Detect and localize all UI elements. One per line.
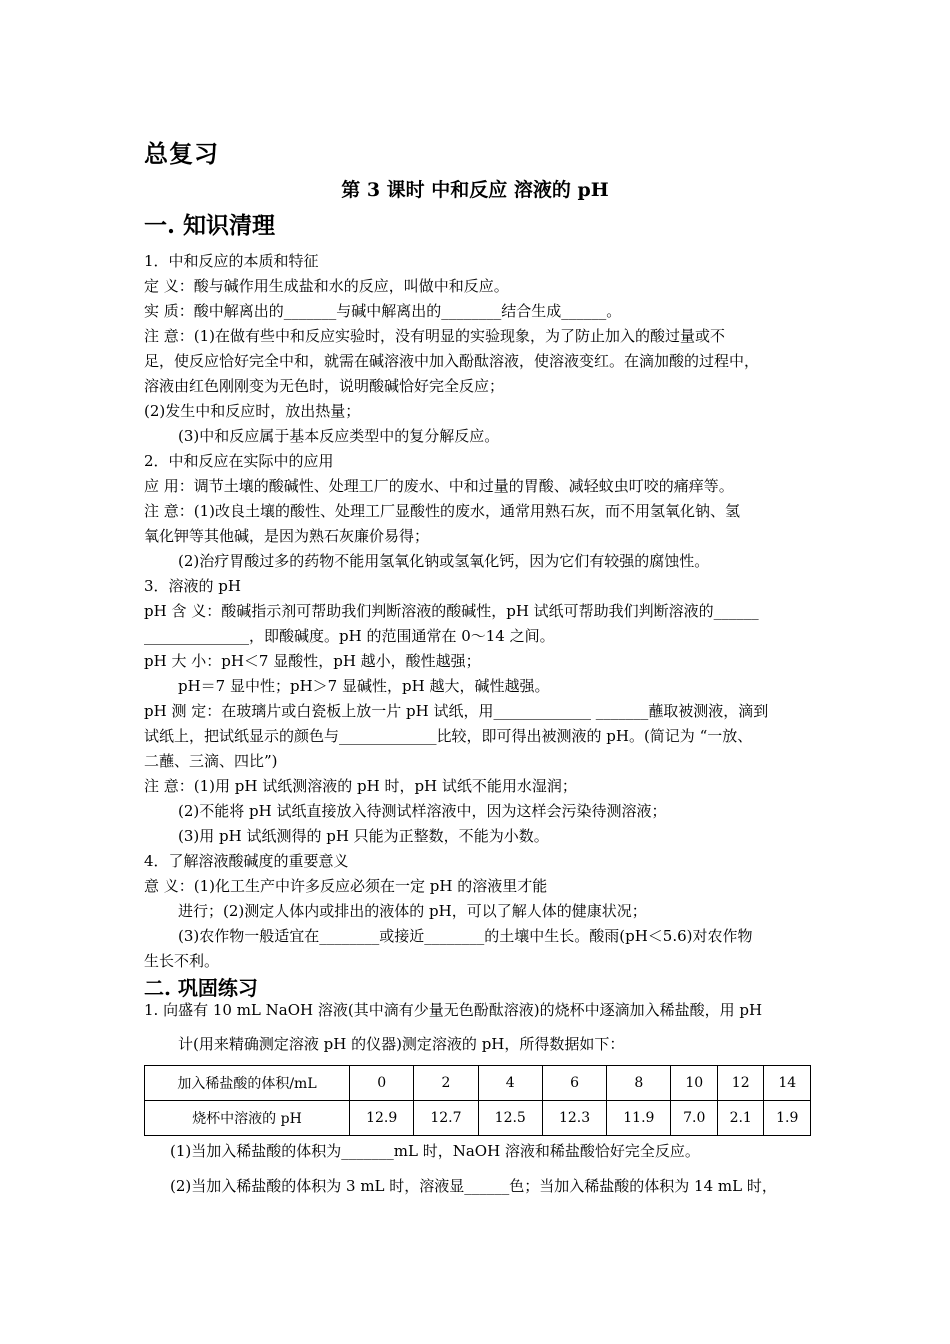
text-line: 氧化钾等其他碱，是因为熟石灰廉价易得； (144, 527, 430, 545)
section-heading-practice: 二. 巩固练习 (144, 976, 258, 1000)
table-cell: 1.9 (764, 1101, 811, 1136)
text-line: (2)治疗胃酸过多的药物不能用氢氧化钠或氢氧化钙，因为它们有较强的腐蚀性。 (178, 552, 710, 570)
text-line: pH＝7 显中性；pH＞7 显碱性，pH 越大，碱性越强。 (178, 677, 550, 695)
ph-data-table (144, 1065, 811, 1136)
question-text: (2)当加入稀盐酸的体积为 3 mL 时，溶液显______色；当加入稀盐酸的体积为 14 mL 时， (170, 1177, 777, 1195)
text-line: 4．了解溶液酸碱度的重要意义 (144, 852, 349, 870)
table-cell: 12.3 (542, 1101, 606, 1136)
text-line: 溶液由红色刚刚变为无色时，说明酸碱恰好完全反应； (144, 377, 505, 395)
table-row (145, 1066, 811, 1101)
table-cell: 11.9 (607, 1101, 671, 1136)
text-line: 1．中和反应的本质和特征 (144, 252, 319, 270)
table-cell: 14 (764, 1066, 811, 1101)
text-line: 应 用：调节土壤的酸碱性、处理工厂的废水、中和过量的胃酸、减轻蚊虫叮咬的痛痒等。 (144, 477, 734, 495)
table-cell: 10 (671, 1066, 717, 1101)
question-text: (1)当加入稀盐酸的体积为_______mL 时，NaOH 溶液和稀盐酸恰好完全反应。 (170, 1142, 700, 1160)
lesson-title: 第 3 课时 中和反应 溶液的 pH (341, 179, 609, 201)
text-line: (3)中和反应属于基本反应类型中的复分解反应。 (178, 427, 500, 445)
table-cell: 6 (542, 1066, 606, 1101)
table-row (145, 1101, 811, 1136)
text-line: (3)农作物一般适宜在________或接近________的土壤中生长。酸雨(pH＜5.6)对农作物 (178, 927, 753, 945)
text-line: 二蘸、三滴、四比”) (144, 752, 278, 770)
text-line: pH 大 小：pH＜7 显酸性，pH 越小，酸性越强； (144, 652, 481, 670)
text-line: 生长不利。 (144, 952, 220, 970)
text-line: 意 义：(1)化工生产中许多反应必须在一定 pH 的溶液里才能 (144, 877, 548, 895)
text-line: (2)不能将 pH 试纸直接放入待测试样溶液中，因为这样会污染待测溶液； (178, 802, 667, 820)
table-cell: 7.0 (671, 1101, 717, 1136)
table-cell: 0 (350, 1066, 414, 1101)
table-cell: 2 (414, 1066, 478, 1101)
table-cell: 8 (607, 1066, 671, 1101)
text-line: 3．溶液的 pH (144, 577, 241, 595)
page-title: 总复习 (144, 139, 219, 168)
text-line: ______________，即酸碱度。pH 的范围通常在 0～14 之间。 (144, 627, 555, 645)
text-line: 注 意：(1)用 pH 试纸测溶液的 pH 时，pH 试纸不能用水湿润； (144, 777, 577, 795)
text-line: pH 含 义：酸碱指示剂可帮助我们判断溶液的酸碱性，pH 试纸可帮助我们判断溶液的______ (144, 602, 759, 620)
table-cell: 12.5 (478, 1101, 542, 1136)
text-line: 定 义：酸与碱作用生成盐和水的反应，叫做中和反应。 (144, 277, 509, 295)
text-line: 注 意：(1)在做有些中和反应实验时，没有明显的实验现象，为了防止加入的酸过量或不 (144, 327, 726, 345)
text-line: 试纸上，把试纸显示的颜色与_____________比较，即可得出被测液的 pH。(简记为 “一放、 (144, 727, 753, 745)
text-line: 实 质：酸中解离出的_______与碱中解离出的________结合生成______。 (144, 302, 622, 320)
text-line: (2)发生中和反应时，放出热量； (144, 402, 361, 420)
table-row-header: 烧杯中溶液的 pH (145, 1101, 350, 1136)
table-cell: 4 (478, 1066, 542, 1101)
table-cell: 12 (717, 1066, 763, 1101)
table-cell: 2.1 (717, 1101, 763, 1136)
table-cell: 12.7 (414, 1101, 478, 1136)
text-line: (3)用 pH 试纸测得的 pH 只能为正整数，不能为小数。 (178, 827, 549, 845)
text-line: pH 测 定：在玻璃片或白瓷板上放一片 pH 试纸，用_____________ _______蘸取被测液，滴到 (144, 702, 769, 720)
question-text: 计(用来精确测定溶液 pH 的仪器)测定溶液的 pH，所得数据如下： (178, 1035, 625, 1053)
text-line: 足，使反应恰好完全中和，就需在碱溶液中加入酚酞溶液，使溶液变红。在滴加酸的过程中， (144, 352, 760, 370)
text-line: 注 意：(1)改良土壤的酸性、处理工厂显酸性的废水，通常用熟石灰，而不用氢氧化钠、氢 (144, 502, 741, 520)
section-heading-knowledge: 一. 知识清理 (144, 212, 276, 239)
text-line: 进行；(2)测定人体内或排出的液体的 pH，可以了解人体的健康状况； (178, 902, 647, 920)
table-cell: 12.9 (350, 1101, 414, 1136)
question-text: 1. 向盛有 10 mL NaOH 溶液(其中滴有少量无色酚酞溶液)的烧杯中逐滴加入稀盐酸，用 pH (144, 1001, 763, 1019)
text-line: 2．中和反应在实际中的应用 (144, 452, 334, 470)
table-row-header: 加入稀盐酸的体积/mL (145, 1066, 350, 1101)
